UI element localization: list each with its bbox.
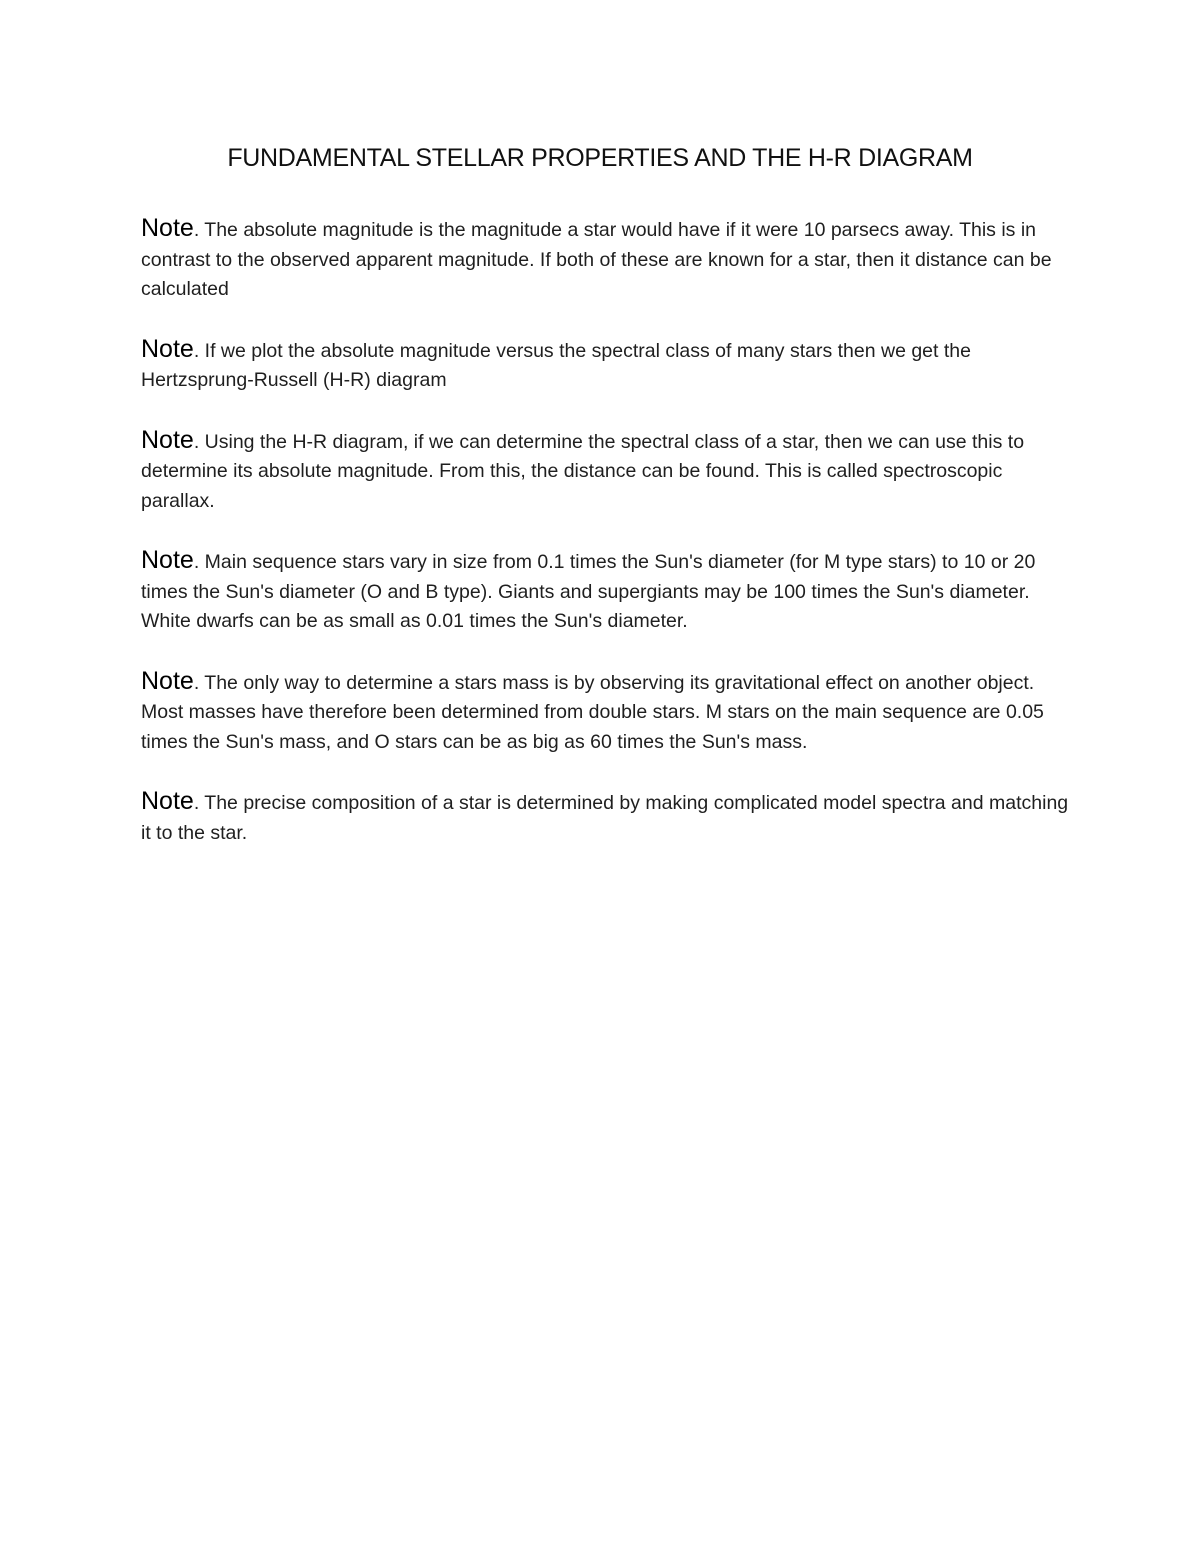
note-label: Note <box>141 787 194 815</box>
note-paragraph <box>141 787 1071 848</box>
note-label: Note <box>141 334 194 363</box>
note-text: . The only way to determine a stars mass is by observing its gravitational effect on another object. Most masses have therefore been determined from double stars. M stars on the main sequence are 0.05 times the Sun's mass, and O stars can be as big as 60 times the Sun's mass. <box>141 671 1044 753</box>
note-label: Note <box>141 425 194 454</box>
note-label: Note <box>141 546 194 574</box>
document-title: FUNDAMENTAL STELLAR PROPERTIES AND THE H-R DIAGRAM <box>227 144 973 172</box>
note-paragraph <box>141 335 1071 396</box>
note-paragraph <box>141 667 1071 758</box>
note-text: . Main sequence stars vary in size from 0.1 times the Sun's diameter (for M type stars) to 10 or 20 times the Sun's diameter (O and B type). Giants and supergiants may be 100 times the Sun's diameter. White dwarfs can be as small as 0.01 times the Sun's diameter. <box>141 551 1036 632</box>
note-label: Note <box>141 214 194 242</box>
note-label: Note <box>141 666 194 695</box>
note-text: . If we plot the absolute magnitude versus the spectral class of many stars then we get the Hertzsprung-Russell (H-R) diagram <box>141 339 971 391</box>
note-text: . The precise composition of a star is determined by making complicated model spectra and matching it to the star. <box>141 792 1069 844</box>
note-text: . The absolute magnitude is the magnitude a star would have if it were 10 parsecs away. This is in contrast to the observed apparent magnitude. If both of these are known for a star, then it distance can be calculated <box>141 219 1052 300</box>
note-text: . Using the H-R diagram, if we can determine the spectral class of a star, then we can use this to determine its absolute magnitude. From this, the distance can be found. This is called spectroscopic parallax. <box>141 430 1025 512</box>
note-paragraph <box>141 214 1071 305</box>
notes-list <box>141 214 1071 878</box>
note-paragraph <box>141 426 1071 517</box>
note-paragraph <box>141 546 1071 637</box>
